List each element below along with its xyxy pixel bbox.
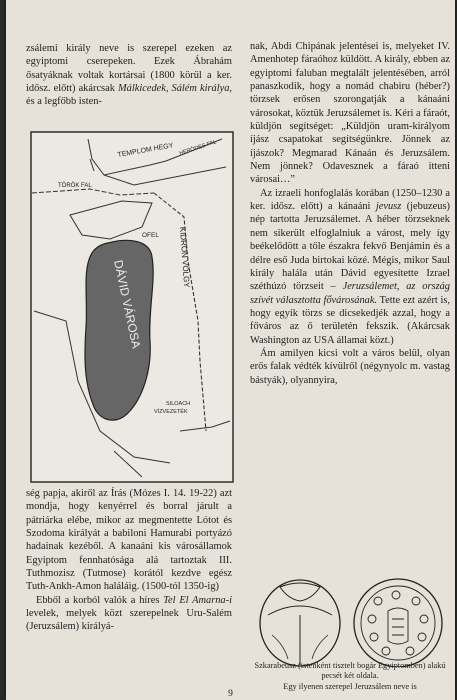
figure-caption: Szkarabeusz (istenként tisztelt bogár Egyiptomben) alakú pecsét két oldala. Egy ilyenen szerepel Jeruzsálem neve is — [254, 661, 446, 691]
label-herodes-fal: HERÓDES FAL — [178, 139, 218, 157]
left-column-top — [26, 42, 232, 109]
label-vizvezetek: VÍZVEZETÉK — [154, 409, 188, 415]
scarab-seal-illustration — [250, 575, 450, 667]
italic-word: jevusz — [375, 201, 402, 213]
scarab-back-side — [260, 580, 340, 666]
scarab-front-side — [354, 579, 442, 667]
book-page — [6, 0, 455, 700]
page-number: 9 — [228, 689, 233, 699]
italic-phrase: Tel El Amarna-i — [163, 594, 232, 606]
label-templom-hegy: TEMPLOM HEGY — [117, 142, 174, 159]
label-torok-fal: TÖRÖK FAL — [58, 183, 92, 189]
paragraph: zsálemi király neve is szerepel ezeken az egyiptomi cserepeken. Ezek Ábrahám ősatyáknak voltak kortársai (1800 körül a ker. idősz. előtt) akárcsak Málkicedek, Sálém királya, és a legfőbb isten- — [26, 43, 233, 108]
jerusalem-map — [30, 131, 234, 483]
label-ofel: OFEL — [142, 232, 159, 239]
label-kidron-volgy: KIDRON VÖLGY — [178, 226, 192, 288]
paragraph: Az izraeli honfoglalás korában (1250–1230 a ker. idősz. előtt) a kánaáni jevusz (jebuzeus) nép tartotta Jeruzsálemet. A héber törzseknek nem sikerült elfoglalniuk a várost, mely így beékelődött a tőle északra fekvő Benjámin és a délre eső Juda birtokai közé. Mégis, mikor Saul király halála után Dávid egyesítette Izrael széthúzó törzseit – Jeruzsálemet, az ország szívét választotta fővárosának. Tette ezt azért is, hogy egyik törzs se dicsekedjék azzal, hogy a főváros az ő területén fekszik. (Akárcsak Washington az USA államai közt.) — [250, 187, 451, 346]
label-david-varosa: DÁVID VÁROSA — [111, 258, 144, 350]
paragraph: ség papja, akiről az Írás (Mózes I. 14. 19-22) azt mondja, hogy kenyérrel és borral járult a pátriárka elébe, mikor az megmentette Lótot és Szodoma királyát a babiloni Hamurabi portyázó hadainak kezéből. A kanaáni kis városállamok Egyiptom fennhatósága alá tartoztak III. Tuthmozisz (Tutmose) korától kezdve egész Tuth-Ankh-Amon haláláig. (1500-tól 1350-ig) — [26, 488, 232, 593]
paragraph: Ebből a korból valók a híres Tel El Amarna-i levelek, melyek közt szerepelnek Uru-Salém (Jeruzsálem) királyá- — [26, 594, 232, 633]
italic-phrase: Málkicedek, Sálém királya — [117, 83, 230, 95]
paragraph: nak, Abdi Chipának jelentései is, melyeket IV. Amenhotep fáraóhoz küldött. A király, ebben az egyiptomi faluban megtalált jelentésében, arról panaszkodik, hogy a nomád chabiru (héber?) törzsek erősen szorongatják a kánaáni városokat, köztük Jeruzsálemet is. Kéri a fáraót, küldjön segítséget: „Küldjön uram-királyom íjász csapatokat segítségünkre. Jönnek az íjászok? Megmarad Kánaán és Jeruzsálem. Nem jönnek? Odavesznek a fáraó itteni városai…” — [250, 41, 450, 186]
right-column — [250, 40, 450, 387]
left-column-bottom — [26, 487, 232, 634]
italic-phrase: Jeruzsálemet, az ország szívét választotta fővárosának. — [250, 281, 450, 306]
label-siloach: SILOACH — [166, 401, 191, 407]
paragraph: Ám amilyen kicsi volt a város belül, olyan erős falak védték kívülről (négynyolc m. vastag bástyák), olyannyira, — [250, 347, 450, 386]
